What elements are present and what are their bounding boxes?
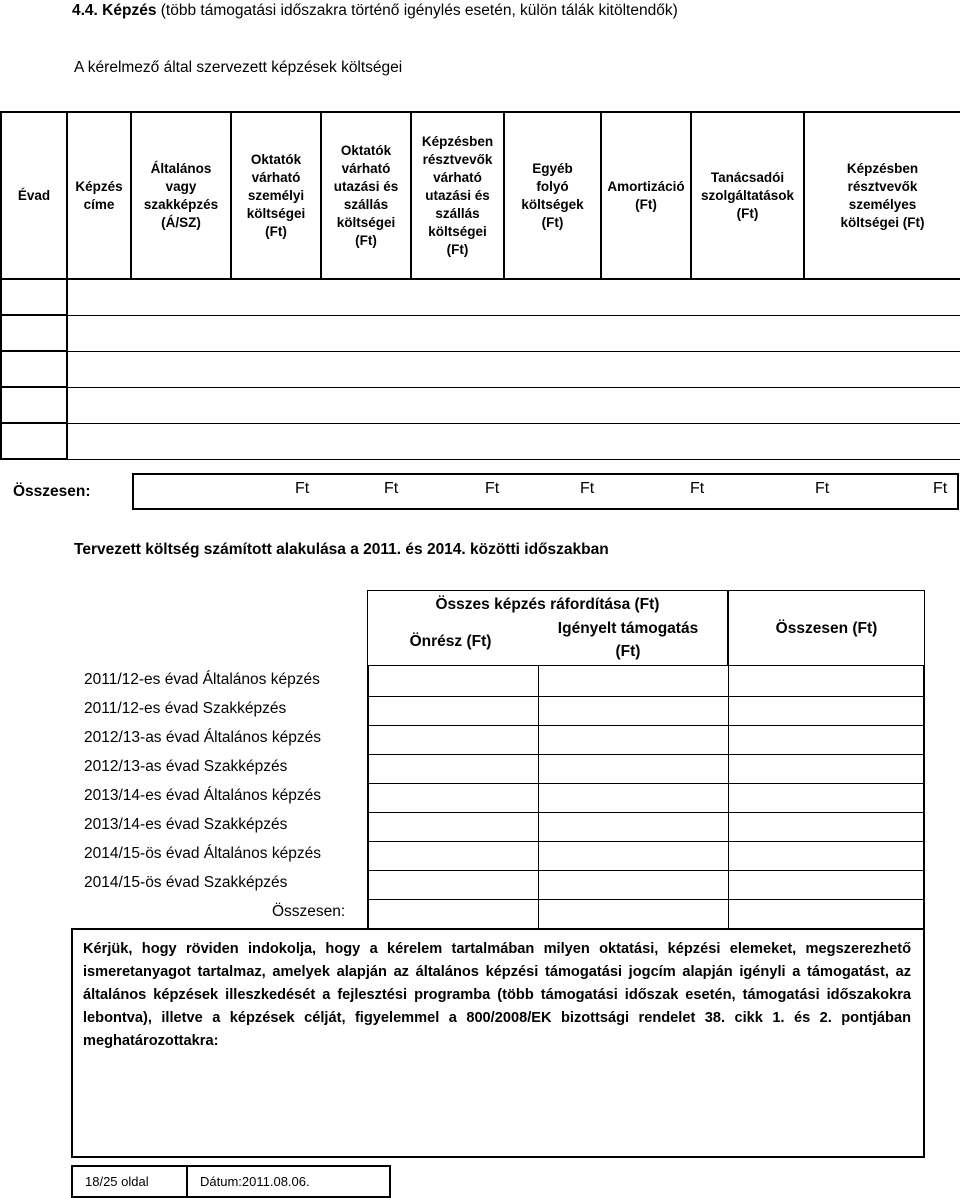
- planned-costs-title: Tervezett költség számított alakulása a 2011. és 2014. közötti időszakban: [74, 541, 609, 558]
- column-header-line: (Ft): [265, 223, 287, 239]
- cell[interactable]: [1, 351, 67, 387]
- summary-group-header-text: Összes képzés ráfordítása (Ft): [435, 596, 660, 613]
- cell[interactable]: [67, 387, 960, 423]
- section-number: 4.4.: [72, 2, 98, 19]
- row-divider: [367, 899, 925, 900]
- column-header-line: költségei: [336, 214, 396, 230]
- currency-label: Ft: [690, 480, 705, 497]
- column-header: [411, 112, 504, 279]
- currency-label: Ft: [485, 480, 500, 497]
- column-header-line: szolgáltatások: [700, 187, 795, 203]
- page-number: 18/25 oldal: [73, 1167, 188, 1196]
- table-subheading: A kérelmező által szervezett képzések költségei: [74, 59, 403, 76]
- row-divider: [367, 841, 925, 842]
- column-header: [321, 112, 411, 279]
- season-row-label: 2013/14-es évad Általános képzés: [84, 787, 321, 804]
- column-header: [231, 112, 321, 279]
- column-header-line: Oktatók: [250, 151, 302, 167]
- column-header-line: Évad: [17, 187, 51, 203]
- column-header-line: szállás: [435, 205, 480, 221]
- column-header: [1, 112, 67, 279]
- page-footer: [71, 1165, 391, 1198]
- row-divider: [367, 725, 925, 726]
- column-header: [804, 112, 960, 279]
- column-header-line: költségek: [521, 196, 584, 212]
- column-header-line: Képzés: [75, 178, 123, 194]
- column-header-line: költségei: [428, 223, 487, 239]
- column-header-line: Képzésben: [421, 133, 494, 149]
- currency-label: Ft: [295, 480, 310, 497]
- column-header-line: vagy: [165, 178, 197, 194]
- training-costs-table: [0, 111, 960, 460]
- cell[interactable]: [67, 423, 960, 459]
- season-row-label: 2012/13-as évad Szakképzés: [84, 758, 288, 775]
- justification-text: Kérjük, hogy röviden indokolja, hogy a kérelem tartalmában milyen oktatási, képzési elemeket, megszerezhető ismeretanyagot tartalmaz, amelyek alapján az általános képzési támogatási jogcím alapján igényli a támogatást, az általános képzések illeszkedését a fejlesztési programba (több támogatási időszak esetén, támogatási időszakokra lebontva), illetve a képzések célját, figyelemmel a 800/2008/EK bizottsági rendelet 38. cikk 1. és 2. pontjában meghatározottakra:: [83, 941, 911, 1049]
- column-header-line: szállás: [343, 196, 389, 212]
- justification-box[interactable]: [71, 928, 925, 1158]
- column-header-line: Képzésben: [846, 160, 919, 176]
- cell[interactable]: [1, 315, 67, 351]
- column-header-line: Oktatók: [340, 142, 392, 158]
- cell[interactable]: [67, 351, 960, 387]
- currency-label: Ft: [580, 480, 595, 497]
- season-row-label: 2014/15-ös évad Szakképzés: [84, 874, 288, 891]
- column-header-line: (Á/SZ): [161, 214, 201, 230]
- column-header-line: Tanácsadói: [710, 169, 785, 185]
- costs-header-row: [1, 112, 960, 279]
- season-row-label: 2014/15-ös évad Általános képzés: [84, 845, 321, 862]
- table-row: [1, 351, 960, 387]
- table-row: [1, 315, 960, 351]
- costs-total-label: Összesen:: [13, 483, 91, 500]
- column-header-line: személyes: [848, 196, 917, 212]
- column-header-line: személyi: [247, 187, 305, 203]
- table-row: [1, 279, 960, 315]
- column-header-line: Egyéb: [532, 160, 573, 176]
- column-header-line: (Ft): [446, 241, 469, 257]
- column-header-line: (Ft): [635, 196, 657, 212]
- section-note: (több támogatási időszakra történő igénylés esetén, külön tálák kitöltendők): [160, 2, 678, 19]
- column-header-line: Általános: [150, 160, 212, 176]
- column-header-line: költségei: [246, 205, 306, 221]
- column-header-line: (Ft): [355, 232, 377, 248]
- costs-total-box[interactable]: [132, 473, 959, 510]
- row-divider: [367, 696, 925, 697]
- column-header-line: résztvevők: [422, 151, 493, 167]
- column-header-line: szakképzés: [143, 196, 219, 212]
- table-row: [1, 387, 960, 423]
- table-row: [1, 423, 960, 459]
- column-header-line: résztvevők: [847, 178, 918, 194]
- column-header: [67, 112, 131, 279]
- season-row-label: 2013/14-es évad Szakképzés: [84, 816, 288, 833]
- currency-label: Ft: [933, 480, 948, 497]
- summary-grid: [367, 666, 925, 928]
- column-header-line: költségei (Ft): [840, 214, 925, 230]
- column-header-line: (Ft): [541, 214, 564, 230]
- column-header-line: címe: [83, 196, 115, 212]
- requested-support-header: Igényelt támogatás: [557, 620, 699, 637]
- footer-date: Dátum:2011.08.06.: [200, 1174, 310, 1189]
- currency-label: Ft: [384, 480, 399, 497]
- column-header: [601, 112, 691, 279]
- currency-label: Ft: [815, 480, 830, 497]
- row-divider: [367, 783, 925, 784]
- column-header-line: várható: [433, 169, 482, 185]
- row-divider: [367, 754, 925, 755]
- season-row-label: 2012/13-as évad Általános képzés: [84, 729, 321, 746]
- column-header-line: utazási és: [333, 178, 399, 194]
- summary-total-label: Összesen:: [272, 903, 346, 920]
- row-divider: [367, 812, 925, 813]
- season-row-label: 2011/12-es évad Általános képzés: [84, 671, 320, 688]
- cell[interactable]: [1, 279, 67, 315]
- section-heading: [72, 2, 678, 20]
- column-header-line: utazási és: [425, 187, 490, 203]
- summary-total-header-text: Összesen (Ft): [775, 620, 878, 637]
- column-header-line: (Ft): [736, 205, 759, 221]
- column-header-line: várható: [251, 169, 301, 185]
- own-share-header: Önrész (Ft): [409, 633, 492, 650]
- column-header-line: várható: [341, 160, 391, 176]
- column-header: [131, 112, 231, 279]
- cell[interactable]: [1, 387, 67, 423]
- column-header: [504, 112, 601, 279]
- cell[interactable]: [1, 423, 67, 459]
- column-header: [691, 112, 804, 279]
- column-divider: [728, 666, 729, 928]
- column-header-line: Amortizáció: [607, 178, 685, 194]
- season-row-label: 2011/12-es évad Szakképzés: [84, 700, 287, 717]
- cell[interactable]: [67, 315, 960, 351]
- section-title: Képzés: [102, 2, 157, 19]
- column-header-line: folyó: [536, 178, 569, 194]
- cell[interactable]: [67, 279, 960, 315]
- column-divider: [538, 666, 539, 928]
- requested-support-unit: (Ft): [615, 643, 641, 660]
- row-divider: [367, 870, 925, 871]
